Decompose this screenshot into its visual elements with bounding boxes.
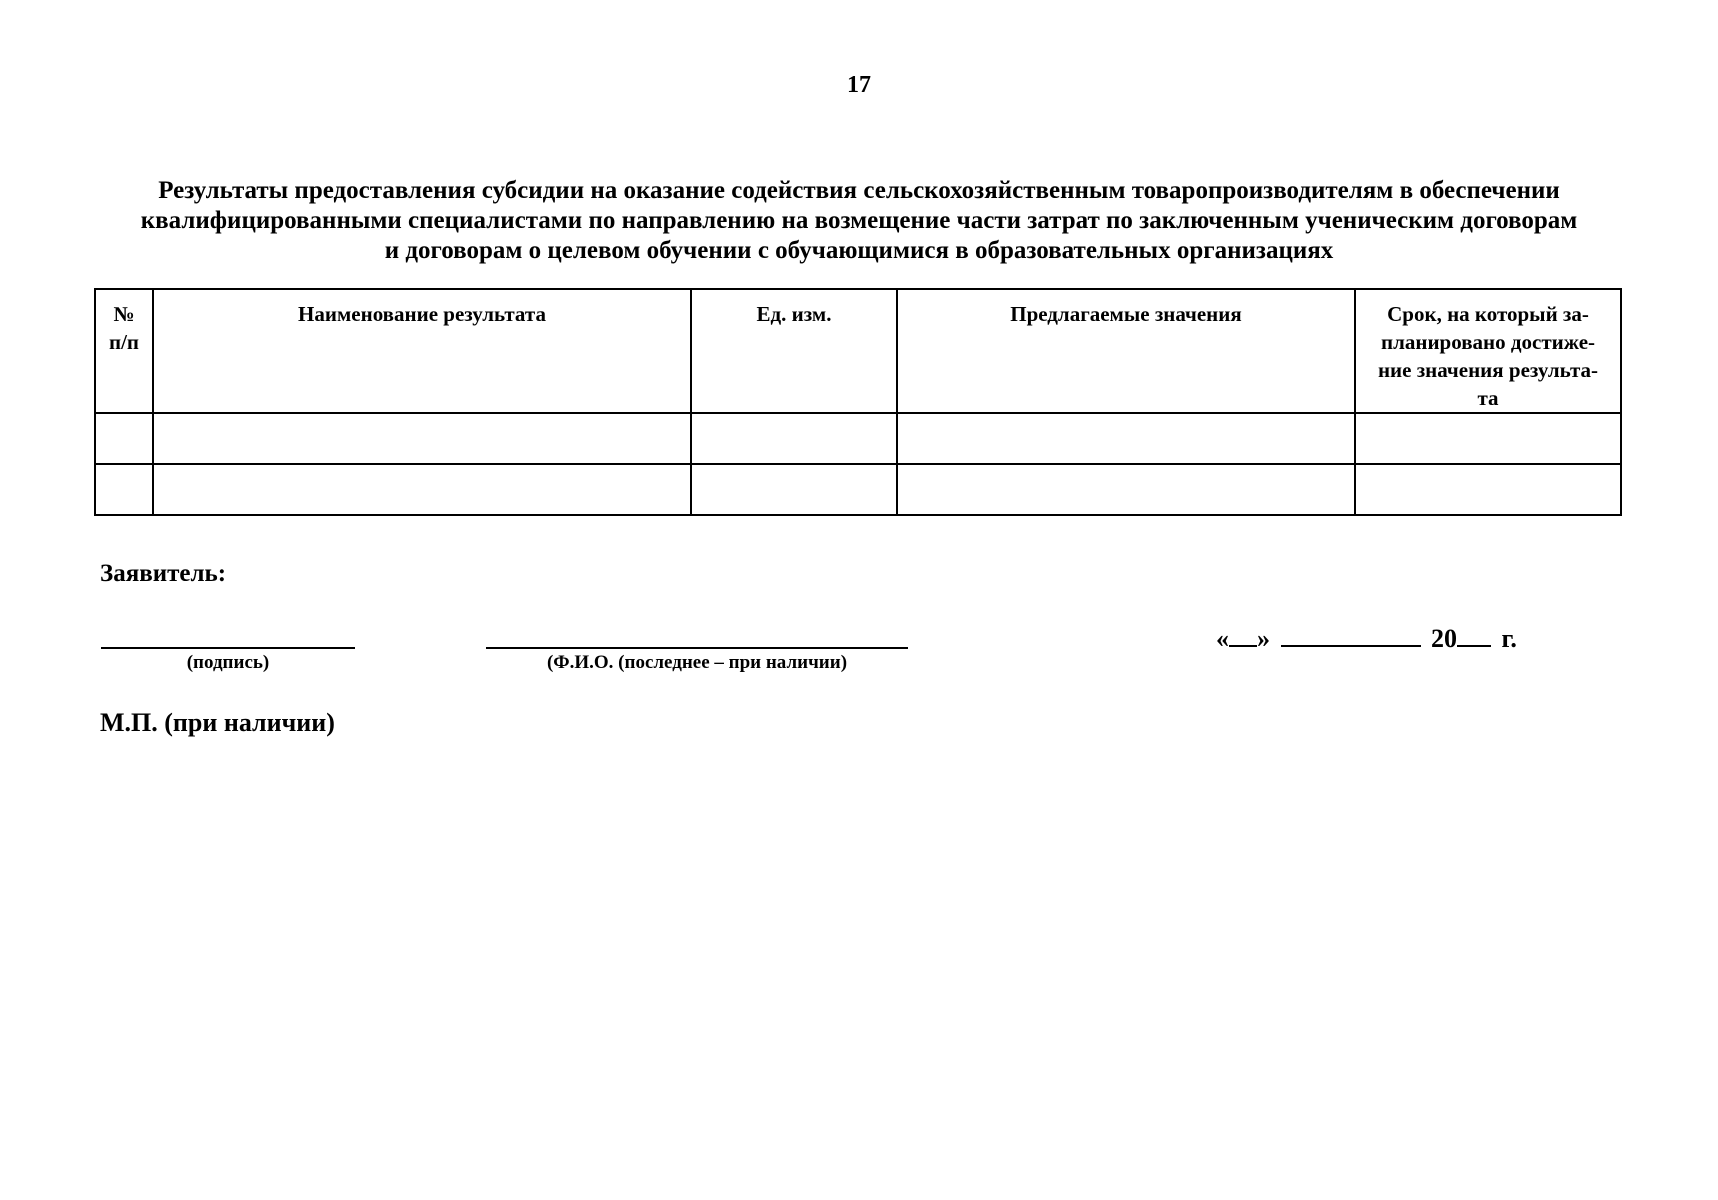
- full-name-line[interactable]: [486, 647, 908, 649]
- date-open-quote: «: [1216, 624, 1229, 653]
- table-cell[interactable]: [153, 413, 691, 464]
- results-table: [94, 288, 1622, 516]
- table-row: [95, 464, 1621, 515]
- month-blank[interactable]: [1281, 621, 1421, 647]
- column-header-unit: Ед. изм.: [691, 289, 897, 413]
- table-cell[interactable]: [95, 464, 153, 515]
- title-line: квалифицированными специалистами по направлению на возмещение части затрат по заключенным ученическим договорам: [140, 207, 1578, 234]
- column-header-deadline: Срок, на который за- планировано достиже- ние значения результа- та: [1355, 289, 1621, 413]
- date-close-quote: »: [1257, 624, 1270, 653]
- year-suffix: г.: [1501, 624, 1517, 653]
- column-header-proposed-values: Предлагаемые значения: [897, 289, 1355, 413]
- title-line: Результаты предоставления субсидии на оказание содействия сельскохозяйственным товаропроизводителям в обеспечении: [158, 177, 1560, 204]
- title-line: и договорам о целевом обучении с обучающимися в образовательных организациях: [384, 237, 1334, 264]
- stamp-label: М.П. (при наличии): [100, 708, 335, 737]
- column-header-number: № п/п: [95, 289, 153, 413]
- table-cell[interactable]: [1355, 413, 1621, 464]
- table-cell[interactable]: [95, 413, 153, 464]
- table-cell[interactable]: [691, 413, 897, 464]
- full-name-caption: (Ф.И.О. (последнее – при наличии): [546, 652, 848, 673]
- year-blank[interactable]: [1457, 621, 1491, 647]
- table-cell[interactable]: [153, 464, 691, 515]
- table-cell[interactable]: [691, 464, 897, 515]
- signature-caption: (подпись): [186, 652, 270, 673]
- table-header-row: [95, 289, 1621, 413]
- year-prefix: 20: [1431, 624, 1457, 653]
- document-title: [90, 176, 1628, 266]
- column-header-result-name: Наименование результата: [153, 289, 691, 413]
- page-number: 17: [847, 72, 871, 98]
- signature-line[interactable]: [101, 647, 355, 649]
- table-cell[interactable]: [897, 464, 1355, 515]
- date-field: [1216, 621, 1517, 654]
- applicant-label: Заявитель:: [100, 560, 227, 587]
- table-cell[interactable]: [897, 413, 1355, 464]
- day-blank[interactable]: [1229, 621, 1257, 647]
- table-row: [95, 413, 1621, 464]
- table-cell[interactable]: [1355, 464, 1621, 515]
